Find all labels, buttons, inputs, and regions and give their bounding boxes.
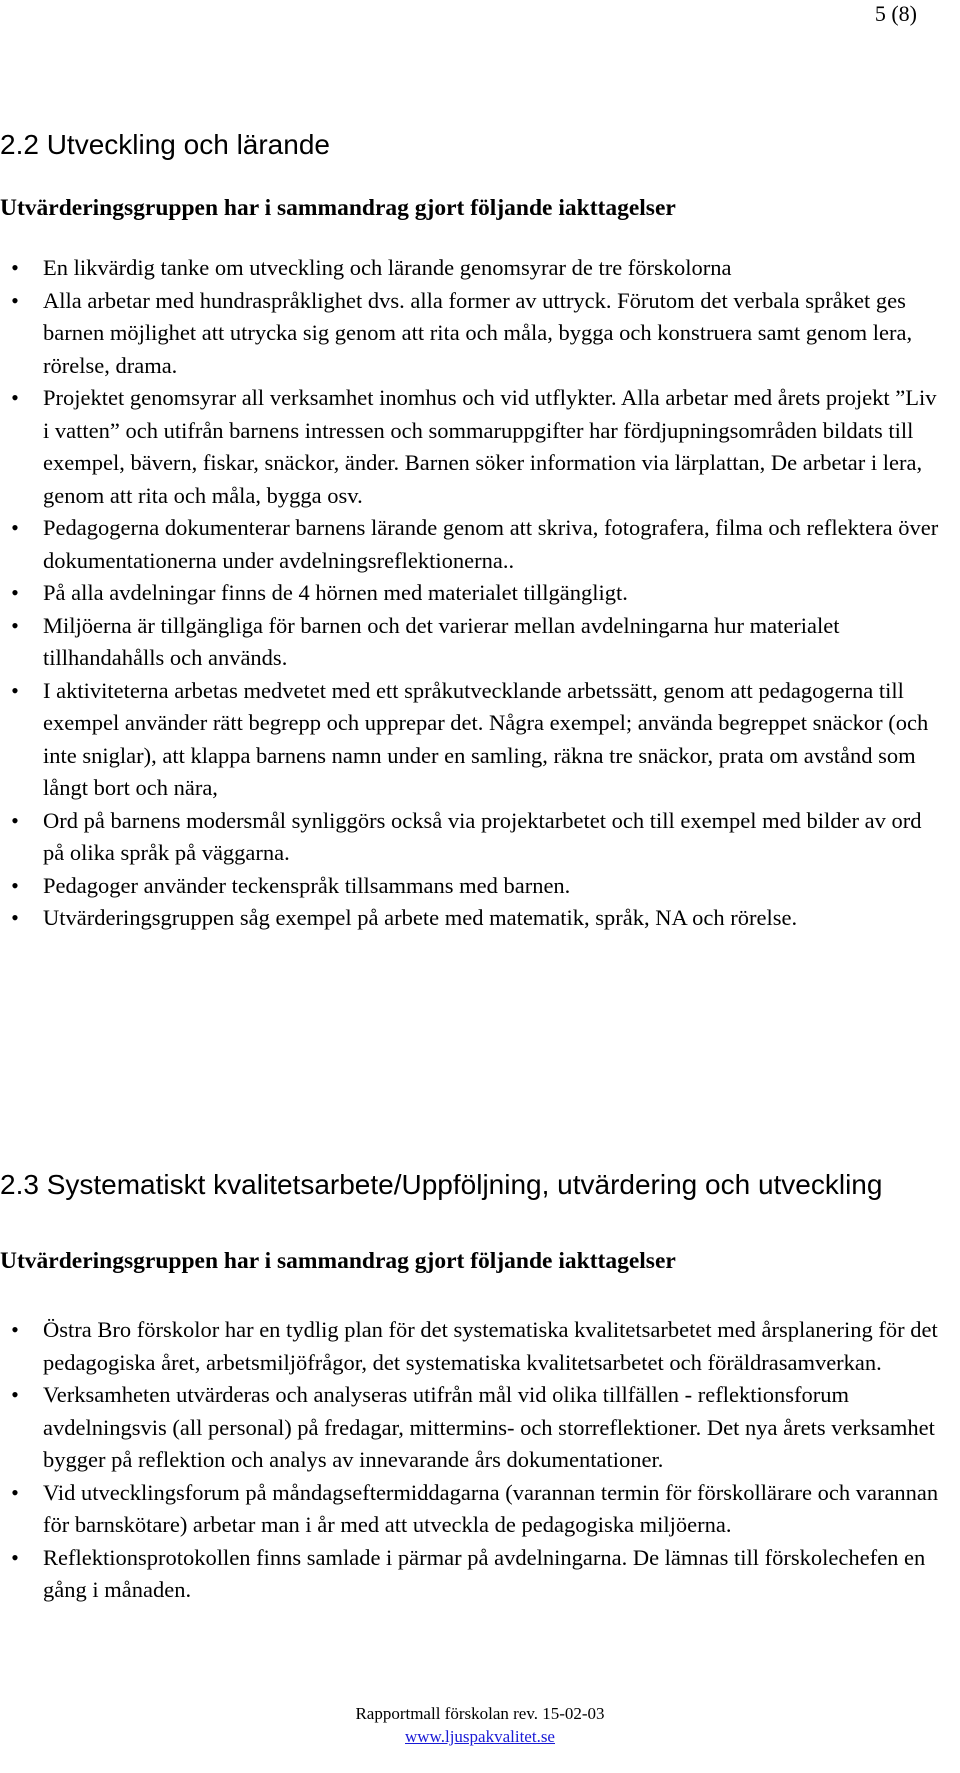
bullet-icon <box>5 512 25 545</box>
page-number: 5 (8) <box>874 1 917 26</box>
list-item-text: Östra Bro förskolor har en tydlig plan för det systematiska kvalitetsarbetet med årsplanering för det pedagogiska året, arbetsmiljöfrågor, det systematiska kvalitetsarbetet och föräldrasamverkan. <box>43 1317 938 1375</box>
bullet-list-2-2 <box>0 252 940 935</box>
list-item <box>0 1477 940 1542</box>
bullet-icon <box>5 382 25 415</box>
section-heading-2-2: 2.2 Utveckling och lärande <box>0 129 330 160</box>
bullet-icon <box>5 577 25 610</box>
list-item <box>0 382 940 512</box>
list-item <box>0 1542 940 1607</box>
bullet-icon <box>5 902 25 935</box>
list-item <box>0 902 940 935</box>
list-item <box>0 577 940 610</box>
bullet-icon <box>5 1542 25 1575</box>
list-item-text: Vid utvecklingsforum på måndagseftermiddagarna (varannan termin för förskollärare och varannan för barnskötare) arbetar man i år med att utveckla de pedagogiska miljöerna. <box>43 1479 939 1537</box>
bullet-icon <box>5 285 25 318</box>
bullet-icon <box>5 675 25 708</box>
list-item <box>0 1314 940 1379</box>
list-item-text: Miljöerna är tillgängliga för barnen och det varierar mellan avdelningarna hur materialet tillhandahålls och används. <box>43 612 840 670</box>
bullet-icon <box>5 870 25 903</box>
list-item-text: Pedagogerna dokumenterar barnens lärande genom att skriva, fotografera, filma och reflektera över dokumentationerna under avdelningsreflektionerna.. <box>43 515 939 573</box>
list-item-text: Projektet genomsyrar all verksamhet inomhus och vid utflykter. Alla arbetar med årets projekt ”Liv i vatten” och utifrån barnens intressen och sommaruppgifter har fördjupningsområden bildats till exempel, bävern, fiskar, snäckor, änder. Barnen söker information via lärplattan, De arbetar i lera, genom att rita och måla, bygga osv. <box>43 385 937 508</box>
list-item <box>0 512 940 577</box>
bullet-icon <box>5 252 25 285</box>
footer-link-row <box>0 1725 960 1749</box>
list-item-text: Reflektionsprotokollen finns samlade i pärmar på avdelningarna. De lämnas till förskolechefen en gång i månaden. <box>43 1544 926 1602</box>
list-item-text: Ord på barnens modersmål synliggörs också via projektarbetet och till exempel med bilder av ord på olika språk på väggarna. <box>43 807 922 865</box>
list-item-text: Verksamheten utvärderas och analyseras utifrån mål vid olika tillfällen - reflektionsforum avdelningsvis (all personal) på fredagar, mittermins- och storreflektioner. Det nya årets verksamhet bygger på reflektion och analys av innevarande års dokumentationer. <box>43 1382 935 1472</box>
list-item <box>0 870 940 903</box>
bullet-list-2-3 <box>0 1314 940 1607</box>
bullet-icon <box>5 1477 25 1510</box>
section-heading-2-3: 2.3 Systematiskt kvalitetsarbete/Uppföljning, utvärdering och utveckling <box>0 1169 883 1200</box>
list-item <box>0 805 940 870</box>
bullet-icon <box>5 1379 25 1412</box>
list-item <box>0 252 940 285</box>
list-item <box>0 1379 940 1477</box>
list-item <box>0 675 940 805</box>
list-item-text: Alla arbetar med hundraspråklighet dvs. alla former av uttryck. Förutom det verbala språket ges barnen möjlighet att utrycka sig genom att rita och måla, bygga och konstruera samt genom lera, rörelse, drama. <box>43 287 913 378</box>
bullet-icon <box>5 610 25 643</box>
list-item <box>0 285 940 383</box>
list-item-text: En likvärdig tanke om utveckling och lärande genomsyrar de tre förskolorna <box>43 255 732 280</box>
footer-text: Rapportmall förskolan rev. 15-02-03 <box>355 1704 605 1723</box>
section-subheading-2-2: Utvärderingsgruppen har i sammandrag gjort följande iakttagelser <box>0 195 676 221</box>
section-subheading-2-3: Utvärderingsgruppen har i sammandrag gjort följande iakttagelser <box>0 1248 676 1274</box>
list-item-text: I aktiviteterna arbetas medvetet med ett språkutvecklande arbetssätt, genom att pedagogerna till exempel använder rätt begrepp och upprepar det. Några exempel; använda begreppet snäckor (och inte sniglar), att klappa barnens namn under en samling, räkna tre snäckor, prata om avstånd som långt bort och nära, <box>43 677 929 800</box>
list-item-text: Utvärderingsgruppen såg exempel på arbete med matematik, språk, NA och rörelse. <box>43 905 798 930</box>
bullet-icon <box>5 1314 25 1347</box>
list-item <box>0 610 940 675</box>
list-item-text: På alla avdelningar finns de 4 hörnen med materialet tillgängligt. <box>43 580 628 605</box>
footer-link[interactable]: www.ljuspakvalitet.se <box>405 1727 555 1746</box>
bullet-icon <box>5 805 25 838</box>
list-item-text: Pedagoger använder teckenspråk tillsammans med barnen. <box>43 872 571 898</box>
